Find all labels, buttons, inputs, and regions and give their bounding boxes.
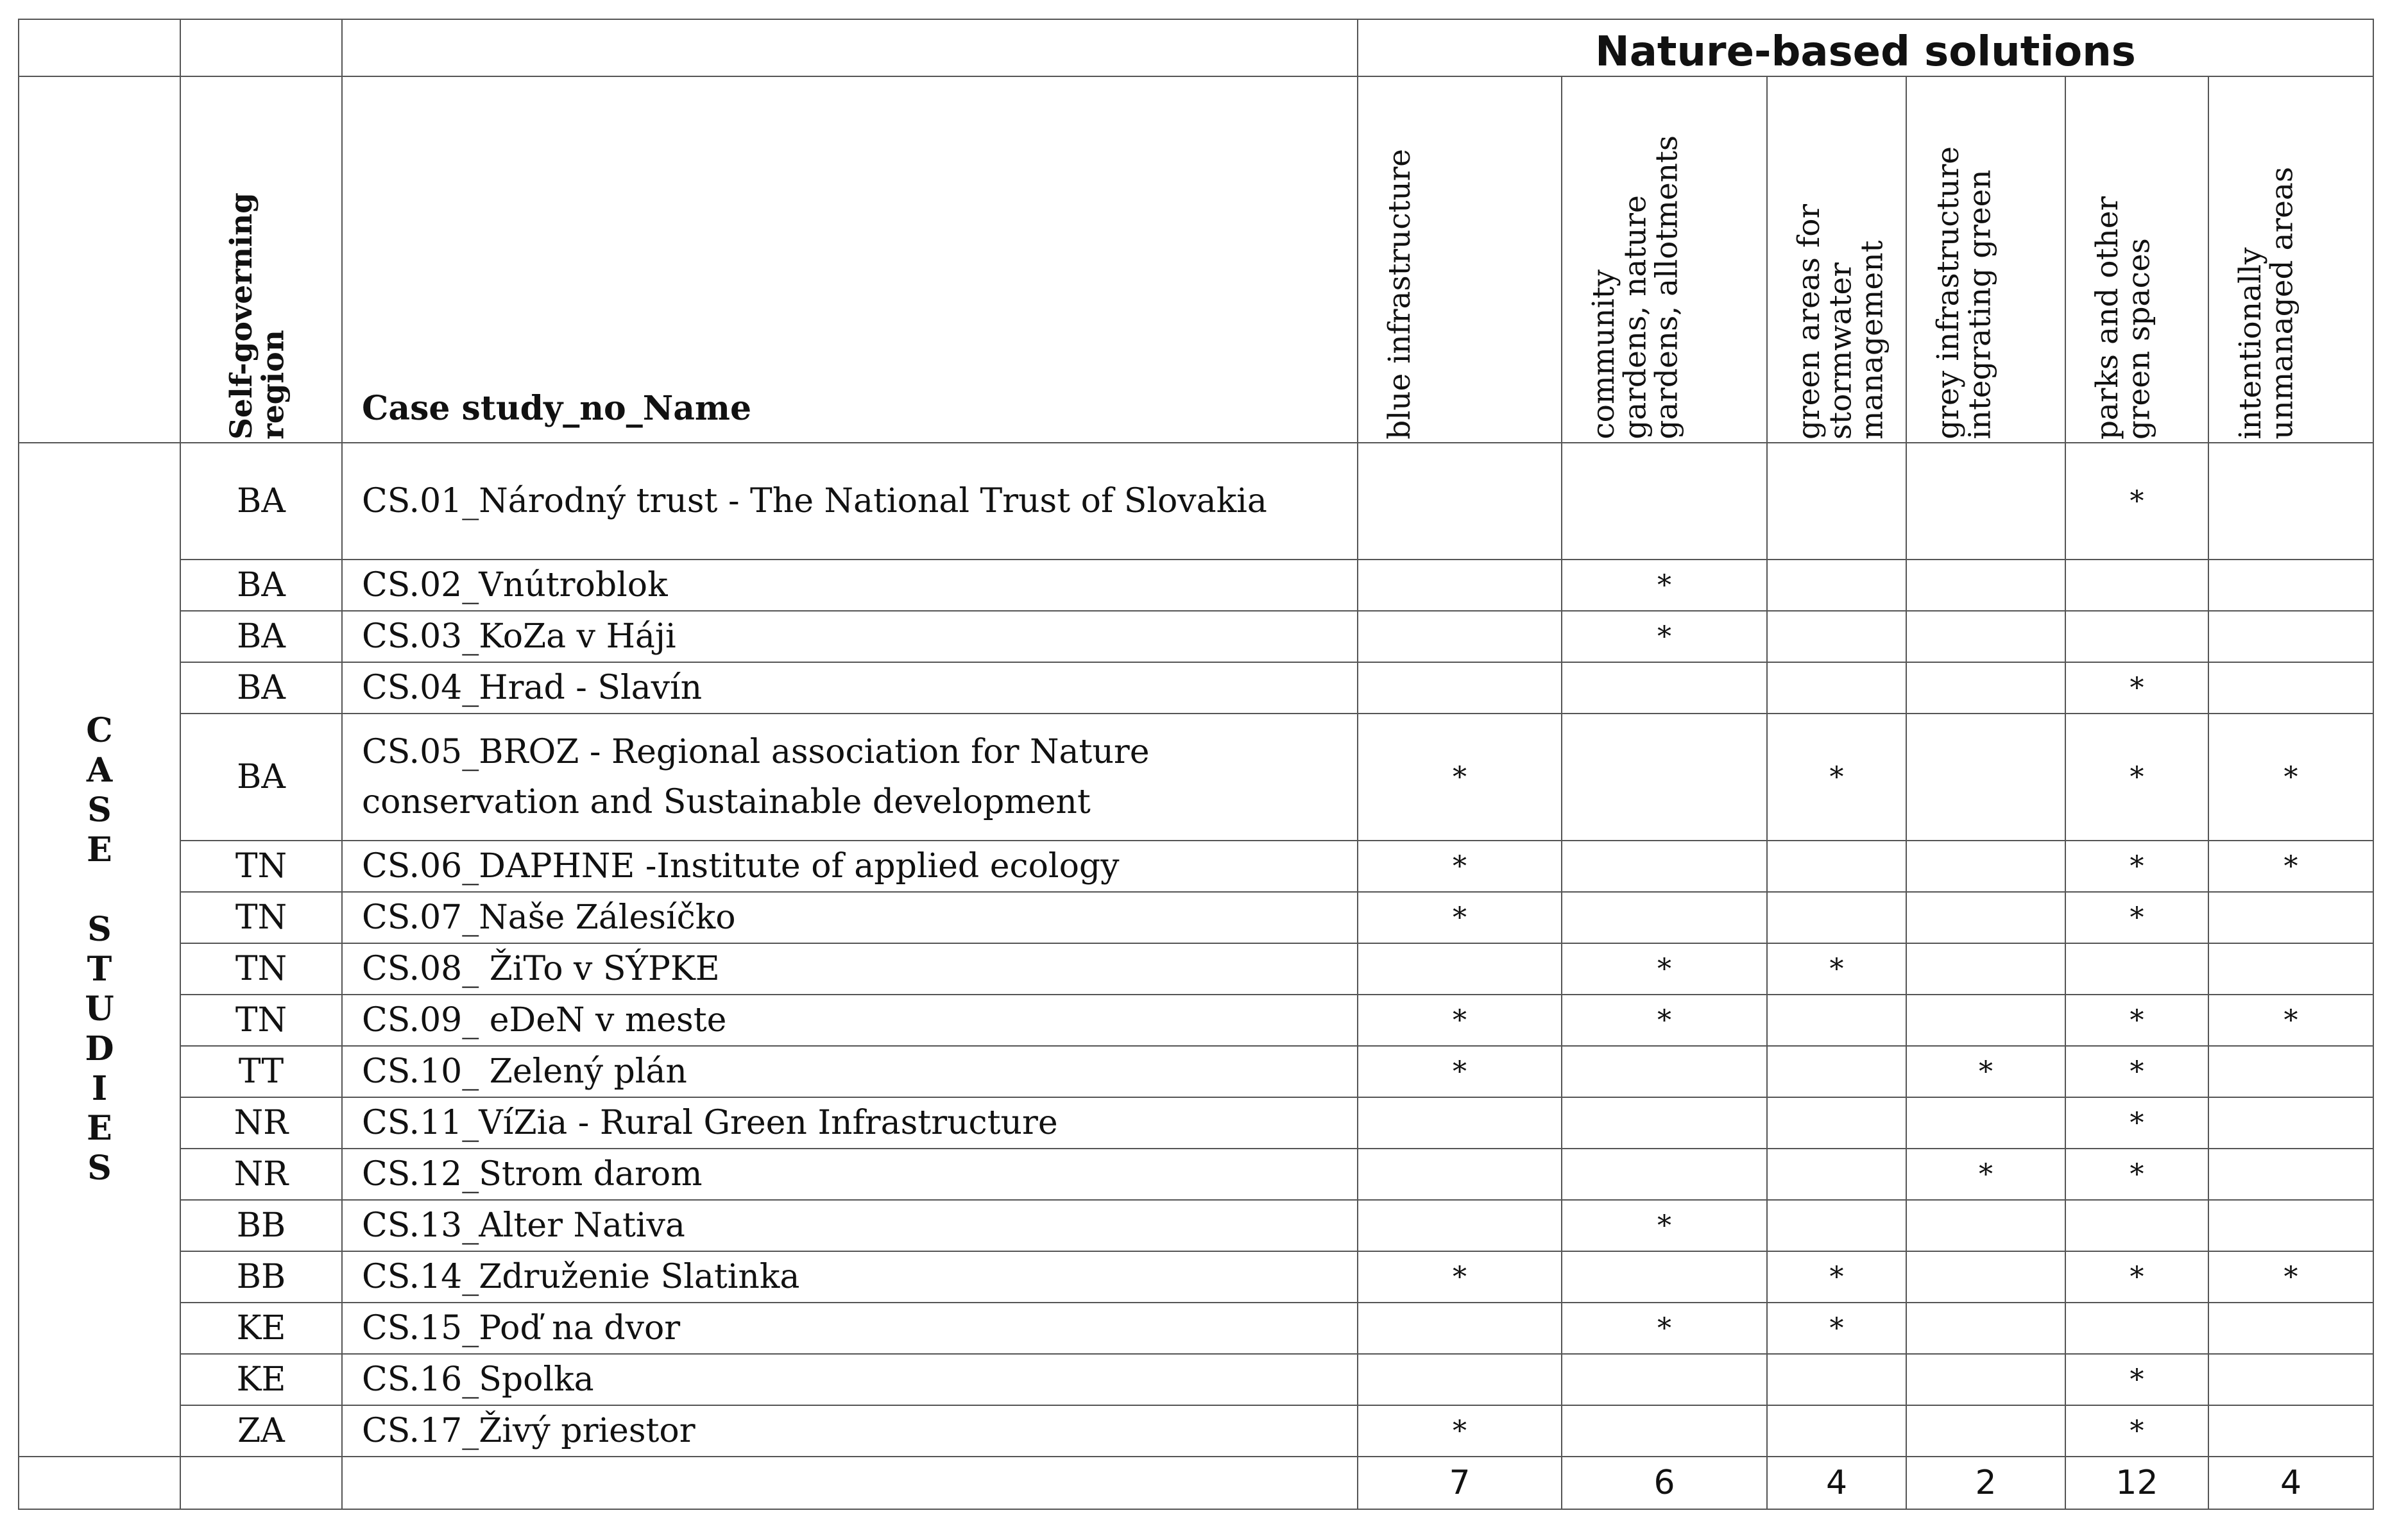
nbs-header-parks: parks and other green spaces (2090, 196, 2157, 440)
side-label-letter: I (91, 1069, 108, 1108)
header-row (19, 76, 2373, 443)
nbs-mark-cell (1767, 841, 1906, 892)
table-row (19, 611, 2373, 662)
nbs-mark-cell: * (1767, 714, 1906, 841)
nbs-mark-cell (1562, 1046, 1767, 1097)
nbs-mark-cell (2208, 892, 2373, 943)
nbs-mark-cell (1358, 943, 1562, 995)
table-row (19, 1303, 2373, 1354)
nbs-mark-cell (1767, 1405, 1906, 1457)
side-label-letter: U (85, 989, 114, 1029)
region-code: NR (180, 1097, 342, 1149)
nbs-mark-cell (2208, 1046, 2373, 1097)
case-study-name: CS.01_Národný trust - The National Trust of Slovakia (342, 443, 1358, 560)
table-row (19, 1046, 2373, 1097)
nbs-mark-cell (2065, 1303, 2208, 1354)
nbs-mark-cell (1906, 560, 2065, 611)
side-label-letter: S (87, 910, 112, 949)
nbs-mark-cell (1906, 1251, 2065, 1303)
nbs-mark-cell: * (1562, 1303, 1767, 1354)
nbs-mark-cell: * (2065, 841, 2208, 892)
nbs-mark-cell (1906, 662, 2065, 714)
nbs-mark-cell (1767, 1046, 1906, 1097)
nbs-mark-cell: * (2208, 995, 2373, 1046)
case-study-name: CS.05_BROZ - Regional association for Nature conservation and Sustainable development (342, 714, 1358, 841)
region-code: BA (180, 443, 342, 560)
nbs-mark-cell: * (2065, 1149, 2208, 1200)
region-code: TN (180, 892, 342, 943)
nbs-mark-cell: * (1562, 1200, 1767, 1251)
nbs-mark-cell (1562, 892, 1767, 943)
nbs-mark-cell (2208, 1405, 2373, 1457)
nbs-mark-cell: * (1562, 560, 1767, 611)
table-row (19, 443, 2373, 560)
case-study-name: CS.09_ eDeN v meste (342, 995, 1358, 1046)
side-label-letter: S (87, 791, 112, 830)
nbs-mark-cell (1767, 560, 1906, 611)
nbs-header-unmanaged-areas: intentionally unmanaged areas (2233, 167, 2300, 440)
nbs-mark-cell (1358, 1097, 1562, 1149)
nbs-mark-cell: * (2208, 714, 2373, 841)
table-row (19, 841, 2373, 892)
region-column-header: Self-governing region (224, 193, 291, 440)
nbs-mark-cell (1906, 943, 2065, 995)
case-column-header: Case study_no_Name (342, 76, 1358, 443)
table-row (19, 1097, 2373, 1149)
nbs-mark-cell (1562, 841, 1767, 892)
side-label-letter: D (85, 1029, 114, 1068)
nbs-mark-cell: * (1358, 1405, 1562, 1457)
nbs-mark-cell: * (2065, 1354, 2208, 1405)
nbs-mark-cell (1562, 443, 1767, 560)
nbs-mark-cell: * (1562, 611, 1767, 662)
nbs-mark-cell (2208, 1097, 2373, 1149)
case-study-name: CS.10_ Zelený plán (342, 1046, 1358, 1097)
nbs-mark-cell: * (2065, 1097, 2208, 1149)
table-row (19, 1405, 2373, 1457)
region-code: TN (180, 995, 342, 1046)
nbs-total: 7 (1358, 1457, 1562, 1509)
side-label-letter: A (86, 751, 113, 790)
nbs-mark-cell: * (1767, 1251, 1906, 1303)
region-code: BA (180, 611, 342, 662)
case-study-name: CS.16_Spolka (342, 1354, 1358, 1405)
nbs-mark-cell (1906, 995, 2065, 1046)
nbs-mark-cell: * (2208, 1251, 2373, 1303)
nbs-mark-cell: * (1358, 714, 1562, 841)
nbs-mark-cell (1906, 1200, 2065, 1251)
nbs-mark-cell: * (1358, 995, 1562, 1046)
nbs-mark-cell (1358, 662, 1562, 714)
region-code: TN (180, 841, 342, 892)
table-row (19, 714, 2373, 841)
region-code: BB (180, 1251, 342, 1303)
region-code: BB (180, 1200, 342, 1251)
table-row (19, 995, 2373, 1046)
nbs-mark-cell (1358, 611, 1562, 662)
region-code: BA (180, 714, 342, 841)
nbs-header-blue-infrastructure: blue infrastructure (1382, 149, 1417, 440)
nbs-mark-cell (1906, 892, 2065, 943)
nbs-mark-cell (1562, 1354, 1767, 1405)
region-code: TT (180, 1046, 342, 1097)
nbs-mark-cell: * (1358, 1251, 1562, 1303)
nbs-mark-cell (1562, 714, 1767, 841)
case-study-name: CS.06_DAPHNE -Institute of applied ecology (342, 841, 1358, 892)
nbs-mark-cell (1358, 1149, 1562, 1200)
case-study-name: CS.12_Strom darom (342, 1149, 1358, 1200)
totals-row (19, 1457, 2373, 1509)
nbs-mark-cell (1906, 841, 2065, 892)
nbs-mark-cell (2208, 1354, 2373, 1405)
case-study-name: CS.08_ ŽiTo v SÝPKE (342, 943, 1358, 995)
region-code: ZA (180, 1405, 342, 1457)
case-study-name: CS.17_Živý priestor (342, 1405, 1358, 1457)
region-code: KE (180, 1354, 342, 1405)
nbs-mark-cell (2065, 1200, 2208, 1251)
nbs-total: 12 (2065, 1457, 2208, 1509)
nbs-mark-cell (1906, 443, 2065, 560)
nbs-mark-cell: * (1358, 1046, 1562, 1097)
nbs-mark-cell (2208, 662, 2373, 714)
nbs-mark-cell (1767, 1097, 1906, 1149)
nbs-mark-cell (1358, 1354, 1562, 1405)
title-row (19, 19, 2373, 76)
nbs-mark-cell: * (2065, 1251, 2208, 1303)
side-label-letter: C (86, 711, 113, 750)
nbs-total: 4 (1767, 1457, 1906, 1509)
nbs-mark-cell (1562, 662, 1767, 714)
nbs-mark-cell (1358, 560, 1562, 611)
table-row (19, 1354, 2373, 1405)
nbs-mark-cell (1767, 1354, 1906, 1405)
table-row (19, 892, 2373, 943)
table-row (19, 560, 2373, 611)
case-study-name: CS.04_Hrad - Slavín (342, 662, 1358, 714)
nbs-mark-cell: * (1358, 892, 1562, 943)
case-study-name: CS.03_KoZa v Háji (342, 611, 1358, 662)
nbs-mark-cell: * (2065, 443, 2208, 560)
nbs-mark-cell (2208, 943, 2373, 995)
nbs-mark-cell (2208, 1200, 2373, 1251)
nbs-mark-cell (1767, 443, 1906, 560)
nbs-mark-cell (1767, 995, 1906, 1046)
nbs-mark-cell (2208, 560, 2373, 611)
nbs-mark-cell: * (1562, 995, 1767, 1046)
region-code: KE (180, 1303, 342, 1354)
case-study-name: CS.15_Poď na dvor (342, 1303, 1358, 1354)
nbs-mark-cell: * (2065, 1046, 2208, 1097)
nbs-mark-cell (2065, 560, 2208, 611)
nbs-mark-cell: * (1906, 1046, 2065, 1097)
nbs-mark-cell (1562, 1405, 1767, 1457)
nbs-mark-cell (2208, 1303, 2373, 1354)
nbs-mark-cell: * (2065, 995, 2208, 1046)
case-study-name: CS.07_Naše Zálesíčko (342, 892, 1358, 943)
nbs-mark-cell (1562, 1097, 1767, 1149)
nbs-mark-cell: * (2208, 841, 2373, 892)
nbs-mark-cell (1767, 611, 1906, 662)
nbs-mark-cell (2208, 443, 2373, 560)
nbs-mark-cell (1767, 892, 1906, 943)
nbs-mark-cell (1906, 1354, 2065, 1405)
nbs-total: 2 (1906, 1457, 2065, 1509)
nbs-mark-cell: * (1767, 1303, 1906, 1354)
table-row (19, 1149, 2373, 1200)
region-code: BA (180, 560, 342, 611)
nbs-mark-cell (1562, 1251, 1767, 1303)
nbs-mark-cell (1906, 1303, 2065, 1354)
nbs-total: 6 (1562, 1457, 1767, 1509)
case-studies-side-label (19, 443, 180, 1457)
case-study-name: CS.11_VíZia - Rural Green Infrastructure (342, 1097, 1358, 1149)
nbs-mark-cell (1906, 1097, 2065, 1149)
table-row (19, 943, 2373, 995)
nbs-mark-cell: * (2065, 892, 2208, 943)
side-label-letter: E (87, 1109, 112, 1148)
nbs-total: 4 (2208, 1457, 2373, 1509)
nbs-mark-cell (1358, 1303, 1562, 1354)
region-code: TN (180, 943, 342, 995)
nbs-mark-cell (1906, 611, 2065, 662)
side-label-letter: T (87, 950, 112, 989)
nbs-mark-cell (2065, 611, 2208, 662)
nbs-mark-cell (1906, 1405, 2065, 1457)
nbs-case-study-table (18, 19, 2374, 1510)
table-row (19, 1251, 2373, 1303)
nbs-mark-cell (1358, 1200, 1562, 1251)
nbs-mark-cell (1358, 443, 1562, 560)
nbs-mark-cell (1906, 714, 2065, 841)
nbs-mark-cell (2065, 943, 2208, 995)
nbs-header-grey-infrastructure: grey infrastructure integrating green (1931, 146, 1998, 440)
nbs-mark-cell (1562, 1149, 1767, 1200)
nbs-header-stormwater: green areas for stormwater management (1791, 204, 1890, 440)
table-title: Nature-based solutions (1358, 19, 2373, 76)
case-study-name: CS.14_Združenie Slatinka (342, 1251, 1358, 1303)
side-label-letter: E (87, 830, 112, 869)
nbs-mark-cell (2208, 611, 2373, 662)
nbs-mark-cell: * (2065, 1405, 2208, 1457)
side-label-letter: S (87, 1149, 112, 1188)
side-label-gap (19, 870, 180, 910)
region-code: BA (180, 662, 342, 714)
case-study-name: CS.02_Vnútroblok (342, 560, 1358, 611)
region-code: NR (180, 1149, 342, 1200)
nbs-mark-cell: * (1562, 943, 1767, 995)
table-row (19, 1200, 2373, 1251)
nbs-mark-cell: * (2065, 662, 2208, 714)
nbs-mark-cell: * (2065, 714, 2208, 841)
nbs-mark-cell (1767, 662, 1906, 714)
case-study-name: CS.13_Alter Nativa (342, 1200, 1358, 1251)
table-row (19, 662, 2373, 714)
nbs-mark-cell: * (1358, 841, 1562, 892)
nbs-mark-cell (1767, 1200, 1906, 1251)
nbs-mark-cell (2208, 1149, 2373, 1200)
nbs-mark-cell (1767, 1149, 1906, 1200)
nbs-mark-cell: * (1767, 943, 1906, 995)
nbs-mark-cell: * (1906, 1149, 2065, 1200)
nbs-header-community-gardens: community gardens, nature gardens, allotments (1586, 135, 1685, 440)
